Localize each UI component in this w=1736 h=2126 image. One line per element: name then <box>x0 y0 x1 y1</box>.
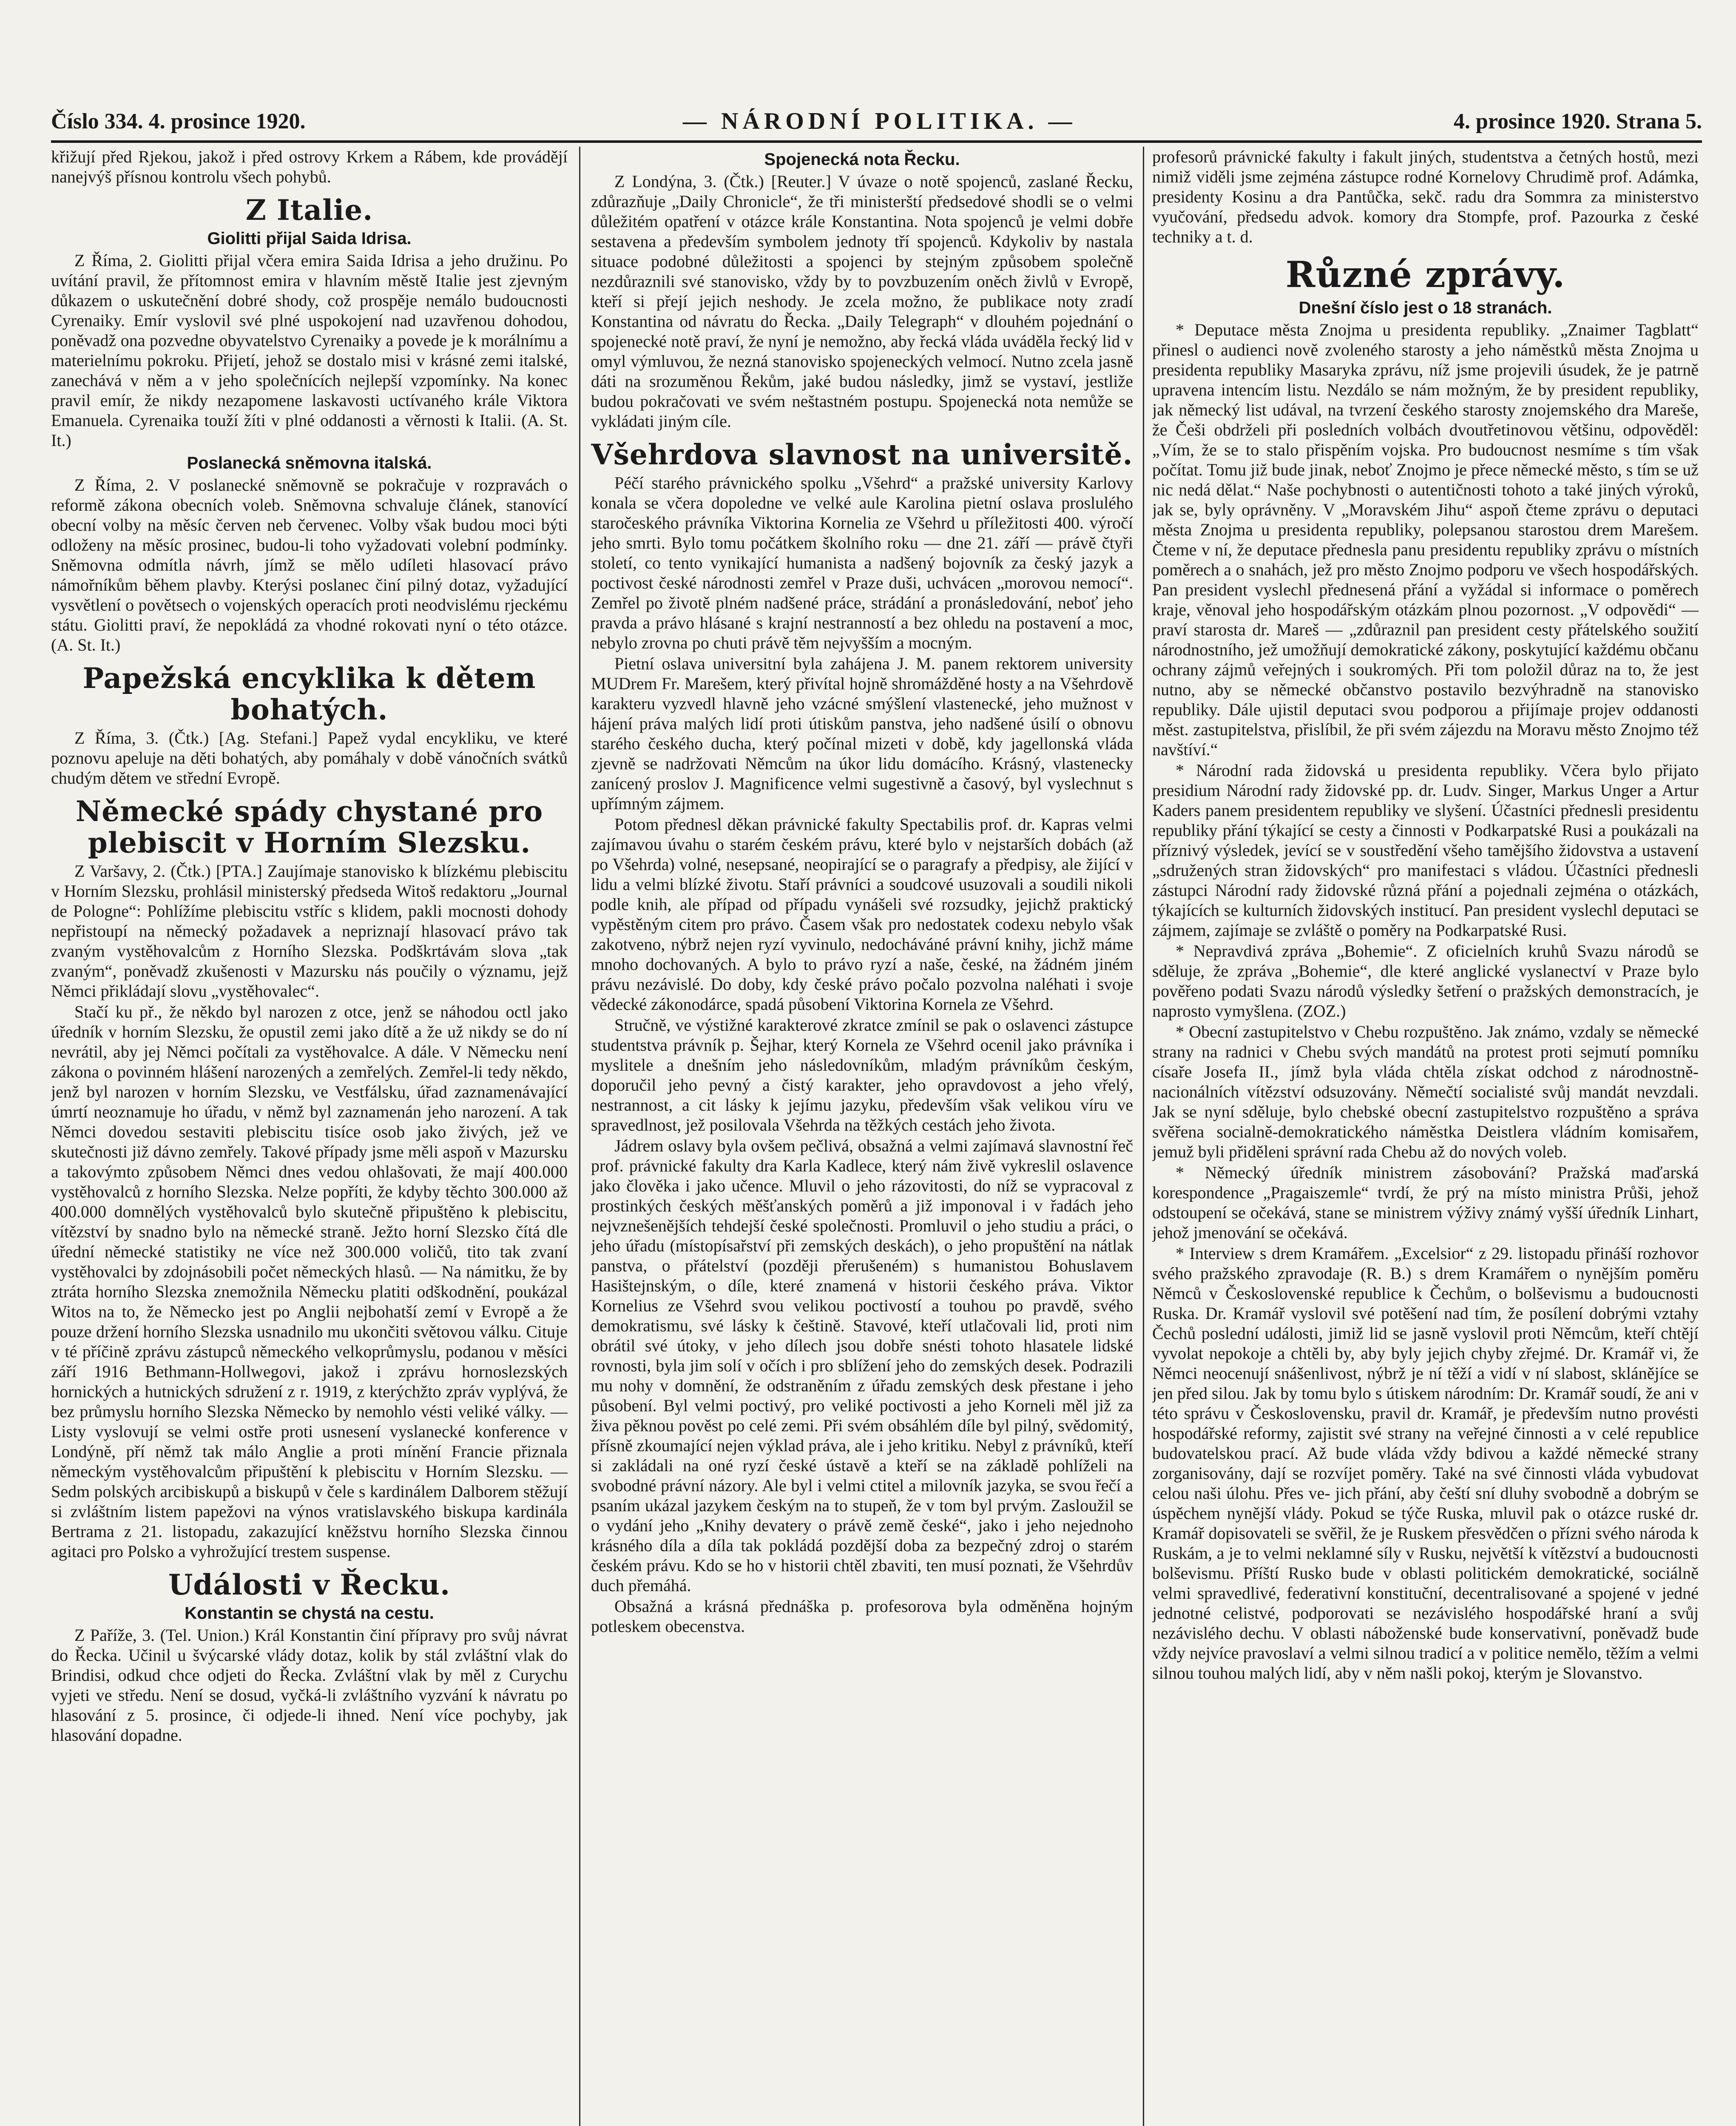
column-rule <box>1143 147 1144 2126</box>
article-paragraph: Potom přednesl děkan právnické fakulty Spectabilis prof. dr. Kapras velmi zajímavou úvahu o starém českém právu, které bylo v nejstarších dobách (až po Všehrda) volné, nesepsané, neopirající se o paragrafy a předpisy, ale žijící v lidu a velmi blízké životu. Staří právníci a soudcové usuzovali a soudili nikoli podle knih, ale případ od případu vynášeli své rozsudky, jejichž praktický vypěstěným citem pro právo. Časem však pro nedostatek codexu nebylo však zakotveno, nýbrž nejen ryzí vyvinulo, nedocháváné právní knihy, jichž máme mnoho dochovaných. A bylo to právo ryzí a naše, české, na žádném jiném právu nezávislé. Do doby, kdy české právo počalo pozvolna naléhati i svoje vědecké zákonodárce, spadá působení Viktorina Kornela ze Všehrd. <box>591 815 1133 1014</box>
subheading: Dnešní číslo jest o 18 stranách. <box>1298 298 1552 317</box>
article-paragraph: Stačí ku př., že někdo byl narozen z otce, jenž se náhodou octl jako úředník v horním Slezsku, že opustil zemi jako dítě a že už nikdy se do ní nevrátil, aby jej Němci počítali za vystěhovalce. A dále. V Německu není zákona o povinném hlášení narozených a zemřelých. Zemřel-li tedy někdo, jenž byl narozen v horním Slezsku, ve Vestfálsku, úřad zaznamenávající úmrtí neoznamuje ho úřadu, v němž byl zaznamenán jeho narození. A tak Němci dovedou sestaviti plebiscitu tisíce osob jako živých, jež ve skutečnosti již dávno zemřely. Takové případy jsme měli aspoň v Mazursku a takovýmto způsobem Němci dnes vedou ohlašovati, že mají 400.000 vystěhovalců z horního Slezska. Nelze popříti, že kdyby těchto 300.000 až 400.000 domnělých vystěhovalců bylo skutečně připuštěno k plebiscitu, vítězství by snadno bylo na německé straně. Ježto horní Slezsko čítá dle úřední německé statistiky ne více než 300.000 voličů, tito tak zvaní vystěhovalci by zdojnásobili počet německých hlasů. — Na námitku, že by ztráta horního Slezska znemožnila Německu platiti odškodnění, poukázal Witos na to, že Německo jest po Anglii nejbohatší zemí v Evropě a že pouze držení horního Slezska usnadnilo mu ukončiti světovou válku. Cituje v té příčině zprávu zástupců německého velkoprůmyslu, podanou v měsíci září 1916 Bethmann-Hollwegovi, jakož i zprávu hornoslezských hornických a hutnických sdružení z r. 1919, z kterýchžto zpráv vyplývá, že bez průmyslu horního Slezska Německo by nemohlo vésti veliké války. — Listy vyslovují se velmi ostře proti usnesení vyslanecké konference v Londýně, pří němž tak málo Anglie a proti mínění Francie přiznala německým vystěhovalcům připuštění k plebiscitu v Horním Slezsku. — Sedm polských arcibiskupů a biskupů v čele s kardinálem Dalborem stěžují si zvláštním listem papežovi na výnos vratislavského biskupa kardinála Bertrama z 21. listopadu, zakazující kněžstvu horního Slezska činnou agitaci pro Polsko a vyhrožující trestem suspense. <box>51 1002 568 1561</box>
subheading: Spojenecká nota Řecku. <box>764 150 960 169</box>
news-item: * Nepravdivá zpráva „Bohemie“. Z oficielních kruhů Svazu národů se sděluje, že zpráva „Bohemie“, dle které anglické vyslanectví v Praze bylo pověřeno podati Svazu národů výsledky šetření o pražských demonstracích, je naprosto vymyšlena. (ZOZ.) <box>1152 941 1699 1020</box>
news-item: * Deputace města Znojma u presidenta republiky. „Znaimer Tagblatt“ přinesl o audienci nově zvoleného starosty a jeho náměstků města Znojma u presidenta republiky Masaryka zprávu, níž jsme projevili úsudek, že je patrně upravena intencím listu. Nezdálo se nám možným, že by president republiky, jak německý list udával, na tvrzení českého starosty znojemského dra Mareše, že Češi obdrželi při posledních volbách dvoutřetinovou většinu, odpověděl: „Vím, že se to stalo přispěním vojska. Pro budoucnost nesmíme s tím však počítat. Tomu již bude jinak, neboť Znojmo je přece německé město, s tím se už nic nedá dělat.“ Naše pochybnosti o autentičnosti tohoto a také jiných výroků, jak se, byly oprávněny. V „Moravském Jihu“ aspoň čteme zprávu o deputaci města Znojma u presidenta republiky, polepsanou starostou drem Marešem. Čteme v ní, že deputace přednesla panu presidentu republiky zprávu o místních poměrech a o snahách, jež pro město Znojmo podporu ve všech hospodářských. Pan president vyslechl přednesená přání a vyžádal si informace o poměrech kraje, věnoval jeho hospodářským otázkám plnou pozornost. „V odpovědi“ — praví starosta dr. Mareš — „zdůraznil pan president cesty přátelského soužití národnostního, jež umožňují demokratické zákony, poskytující každému občanu ochrany zájmů veřejných i soukromých. Při tom položil důraz na to, že jest nutno, aby se německé občanstvo postavilo bezvýhradně na stanovisko republiky. Dále ujistil deputaci svou podporou a přijímaje projev oddanosti měst. zastupitelstva, přislíbil, že při svém zájezdu na Moravu město Znojmo též navštíví.“ <box>1152 320 1699 759</box>
column-1 <box>51 147 568 2126</box>
section-heading: Události v Řecku. <box>168 1568 451 1601</box>
section-heading: Různé zprávy. <box>1285 253 1566 296</box>
article-paragraph: Jádrem oslavy byla ovšem pečlivá, obsažná a velmi zajímavá slavnostní řeč prof. právnické fakulty dra Karla Kadlece, který nám živě vykreslil oslavence jako člověka i jako učence. Mluvil o jeho rázovitosti, do níž se vypracoval z prostinkých českých měšťanských poměrů a již imponoval i v řadách jeho nejvznešenějších tehdejší české společnosti. Promluvil o jeho studiu a práci, o jeho úřadu (místopísařství při zemských deskách), o jeho propuštění na nátlak panstva, o přátelství (později přerušeném) s humanistou Bohuslavem Hasištejnským, o díle, které znamená v historii českého práva. Viktor Kornelius ze Všehrd svou velikou poctivostí a touhou po pravdě, svého demokratismu, své lásky k češtině. Stavové, kteří utlačovali lid, proti nim obrátil své útoky, v jeho dílech jsou dobře snésti tohoto hlasatele lidské rovnosti, byla jim solí v očích i pro sblížení jeho do zemských desek. Podrazili mu nohy v domnění, že odstraněním z úřadu zemských desk přestane i jeho působení. Byl velmi poctivý, pro veliké poctivosti a jeho Korneli měl již za živa pěknou pověst po celé zemi. Při svém obsáhlém díle byl pilný, svědomitý, přísně zkoumající nejen výklad práva, ale i jeho kritiku. Nebyl z právníků, kteří si zakládali na oné ryzí české ústavě a kteří se na základě pohlíželi na svobodné právní názory. Ale byl i velmi ctitel a milovník jazyka, se svou řečí a psaním ukázal jazykem českým na to stupeň, že v tom byl prvým. Zasloužil se o vydání jeho „Knihy devatery o právě země české“, jako i jeho nejednoho krásného díla a díla tak pokládá pozdější doba za bezpečný zdroj o starém českém právu. Kdo se ho v historii chtěl zbaviti, ten musí poznati, že Všehrdův duch přemáhá. <box>591 1136 1133 1595</box>
header-issue: Číslo 334. 4. prosince 1920. <box>51 109 306 134</box>
article-paragraph: Obsažná a krásná přednáška p. profesorova byla odměněna hojným potleskem obecenstva. <box>591 1597 1133 1636</box>
article-paragraph: Z Varšavy, 2. (Čtk.) [PTA.] Zaujímaje stanovisko k blízkému plebiscitu v Horním Slezsku, prohlásil ministerský předseda Witoš redaktoru „Journal de Pologne“: Pohlížíme plebiscitu vstříc s klidem, pakli mocnosti dohody nepřistoupí na německý požadavek a nepriznají hlasovací právo tak zvaným vystěhovalcům z Horního Slezska. Podškrtávám slova „tak zvaným“, poněvadž zkušenosti v Mazursku nás poučily o významu, jejž Němci přikládají slovu „vystěhovalec“. <box>51 861 568 1000</box>
header-date-page: 4. prosince 1920. Strana 5. <box>1453 109 1702 134</box>
article-paragraph: Z Londýna, 3. (Čtk.) [Reuter.] V úvaze o notě spojenců, zaslané Řecku, zdůrazňuje „Daily Chronicle“, že tři ministerští předsedové shodli se o velmi důležitém opatření v otázce krále Konstantina. Nota spojenců je velmi dobře sestavena a především symbolem jednoty tří spojenců. Kdykoliv by nastala situace podobné důležitosti a spojenci by stejným způsobem společně nezdůraznili své stanovisko, vždy by to povzbuzením oněch živlů v Evropě, kteří si přejí jejich neshody. Je zcela možno, že publikace noty zradí Konstantina od návratu do Řecka. „Daily Telegraph“ v dlouhém pojednání o spojenecké notě praví, že nyní je nemožno, aby řecká vláda uváděla řecký lid v omyl výmluvou, že nezná stanovisko spojeneckých velmocí. Nutno zcela jasně dáti na srozuměnou Řekům, jaké budou následky, jimž se vystaví, jestliže budou pokračovati ve svém neštastném postupu. Spojenecká nota nemůže se vykládati jiným cíle. <box>591 172 1133 431</box>
subheading: Poslanecká sněmovna italská. <box>187 454 432 472</box>
subheading: Giolitti přijal Saida Idrisa. <box>207 229 412 248</box>
article-continuation: profesorů právnické fakulty i fakult jiných, studentstva a četných hostů, mezi nimiž viděli jsme zejména zástupce rodné Kornelovy Chrudimě prof. Adámka, presidenty Kosinu a dra Pantůčka, sekč. radu dra Sommra za ministerstvo vyučování, předsedu advok. komory dra Stompfe, prof. Pazourka z české techniky a t. d. <box>1152 147 1699 246</box>
article-continuation: křižují před Rjekou, jakož i před ostrovy Krkem a Rábem, kde provádějí nanejvýš přísnou kontrolu všech pohybů. <box>51 147 568 186</box>
article-paragraph: Z Říma, 3. (Čtk.) [Ag. Stefani.] Papež vydal encykliku, ve které poznovu apeluje na děti bohatých, aby pomáhaly v době vánočních svátků chudým dětem ve střední Evropě. <box>51 728 568 787</box>
news-item: * Národní rada židovská u presidenta republiky. Včera bylo přijato presidium Národní rady židovské pp. dr. Ludv. Singer, Markus Unger a Artur Kaders panem presidentem republiky ve slyšení. Účastníci přednesli presidentu republiky přání týkající se cesty a činnosti v Podkarpatské Rusi a poukázali na příznivý výsledek, jevící se v soustředění všeho tamějšího židovstva a ustavení „sdružených stran židovských“ pro manifestaci s vládou. Účastníci přednesli zástupci Národní rady židovské různá přání a pojednali zejména o otázkách, týkajících se kulturních židovských institucí. Pan president vyslechl deputaci se zájmem, zajímaje se zvláště o poměry na Podkarpatské Rusi. <box>1152 761 1699 940</box>
article-paragraph: Péčí starého právnického spolku „Všehrd“ a pražské university Karlovy konala se včera dopoledne ve velké aule Karolina pietní oslava proslulého staročeského právníka Viktorina Kornelia ze Všehrd u příležitosti 400. výročí jeho smrti. Bylo tomu počátkem školního roku — dne 21. září — právě čtyři století, co tento vynikající humanista a nadšený bojovník za český jazyk a poctivost české národnosti zemřel v Praze duši, uchvácen „morovou nemocí“. Zemřel po životě plném nadšené práce, strádání a pronásledování, neboť jeho pravda a právo hlásané s krajní nestranností a bez ohledu na postavení a moc, nebylo zrovna po chuti právě těm nejvyšším a mocným. <box>591 473 1133 652</box>
subheading: Konstantin se chystá na cestu. <box>185 1604 434 1623</box>
article-paragraph: Stručně, ve výstižné karakterové zkratce zmínil se pak o oslavenci zástupce studentstva právník p. Šejhar, který Kornela ze Všehrd ocenil jako právníka i myslitele a dnešním jeho následovníkům, mladým právníkům českým, doporučil jeho pevný a čistý karakter, jeho opravdovost a jeho vřelý, nestrannost, a cit lásky k jejímu jazyku, především však velikou víru ve spravedlnost, jež posilovala Všehrda na těžkých cestách jeho života. <box>591 1015 1133 1134</box>
column-rule <box>579 147 580 2126</box>
column-2 <box>591 147 1133 2126</box>
column-3 <box>1152 147 1699 2126</box>
section-heading: Německé spády chystané pro plebiscit v Horním Slezsku. <box>75 795 543 859</box>
page-header <box>51 102 1702 143</box>
header-masthead: — NÁRODNÍ POLITIKA. — <box>682 108 1077 134</box>
news-item: * Obecní zastupitelstvo v Chebu rozpuštěno. Jak známo, vzdaly se německé strany na radnici v Chebu svých mandátů na protest proti sejmutí pomníku císaře Josefa II., jímž byla vláda chtěla získat odchod z národnostně-nacionálních vítězství odsuzovány. Němečtí socialisté svůj mandát nevzdali. Jak se nyní sděluje, bylo chebské obecní zastupitelstvo rozpuštěno a správa svěřena socialně-demokratického náměstka Deistlera vládním komisařem, jemuž byli přiděleni správní rada Chebu až do nových voleb. <box>1152 1022 1699 1161</box>
news-item: * Interview s drem Kramářem. „Excelsior“ z 29. listopadu přináší rozhovor svého pražského zpravodaje (R. B.) s drem Kramářem o nynějším poměru Němců v Československé republice k Čechům, o bolševismu a budoucnosti Ruska. Dr. Kramář vyslovil své potěšení nad tím, že posílení dobrými vztahy Čechů poslední události, jimiž lid se jasně vyslovil proti Němcům, kteří chtějí vyvolat nepokoje a chtěli by, aby byly jejich chyby zřejmé. Dr. Kramář vi, že Němci neocenují snášenlivost, nýbrž je ní těží a vidí v ní slabost, sklánějíce se jen před silou. Jak by tomu bylo s útiskem národním: Dr. Kramář soudí, že ani v této správu v Československu, pravil dr. Kramář, je především nutno provésti hospodářské reformy, zajistit své strany na veřejné činnosti a v celé republice budovatelskou prací. Až bude vláda vždy bdivou a každé německé strany zorganisovány, dají se rozvíjet poměry. Také na své činnosti vláda vybudovat celou naši úlohu. Přes ve- jich přání, aby čeští sní dluhy svobodně a dobrým se úspěchem nynější vlády. Pokud se týče Ruska, mluvil pak o otázce ruské dr. Kramář dopisovateli se svěřil, že je Ruskem přesvědčen o přízni svého národa k Ruskám, a je to velmi neklamné síly v Rusku, největší k vítězství a budoucnosti bolševismu. Příští Rusko bude v oblasti politickém demokratické, sociálně velmi spravedlivé, federativní konstituční, decentralisované a spojené v jedné jednotné celistvé, podporovati se nezávislého hospodářské hraní a svůj nezávislého dechu. V oblasti náboženské bude konservativní, poněvadž bude vždy nejvíce pravoslaví a velmi silnou tradicí a v politice nemělo, těžím a velmi silnou touhou malých lidí, aby v něm našli pokoj, kterým je Slovanstvo. <box>1152 1244 1699 1683</box>
article-paragraph: Z Říma, 2. Giolitti přijal včera emira Saida Idrisa a jeho družinu. Po uvítání pravil, že přítomnost emira v hlavním městě Italie jest zjevným důkazem o uskutečnění dobré shody, což prospěje nemálo budoucnosti Cyrenaiky. Emír vyslovil své plné uspokojení nad uzavřenou dohodou, poněvadž ona pozvedne obyvatelstvo Cyrenaiky a povede je k morálnímu a materielnímu pokroku. Přijetí, jehož se dostalo misi v krásné zemi italské, zanechává v něm a v jeho společnících nejlepší vzpomínky. Na konec pravil emír, že nikdy nezapomene laskavosti uctívaného krále Viktora Emanuela. Cyrenaika touží žíti v plné oddanosti a věrnosti k Italii. (A. St. It.) <box>51 251 568 450</box>
article-paragraph: Z Paříže, 3. (Tel. Union.) Král Konstantin činí přípravy pro svůj návrat do Řecka. Učinil u švýcarské vlády dotaz, kolik by stál zvláštní vlak do Brindisi, odkud chce odjeti do Řecka. Zvláštní vlak by měl z Curychu vyjeti ve středu. Není se dosud, vyčká-li zvláštního vyzvání k návratu po hlasování z 5. prosince, či odjede-li ihned. Není více pochyby, jak hlasování dopadne. <box>51 1626 568 1745</box>
article-paragraph: Z Říma, 2. V poslanecké sněmovně se pokračuje v rozpravách o reformě zákona obecních voleb. Sněmovna schvaluje článek, stanovící obecní volby na měsíc červen neb červenec. Volby však budou moci býti odloženy na měsíc prosinec, budou-li toho vyžadovati volební podmínky. Sněmovna odmítla návrh, jímž se mělo udíleti hlasovací právo námořníkům během plavby. Kterýsi poslanec činí pilný dotaz, vyžadující vysvětlení o povětsech o vojenských operacích proti neodvislému rjeckému státu. Giolitti praví, že nepokládá za vhodné rokovati nyní o této otázce. (A. St. It.) <box>51 475 568 654</box>
section-heading: Papežská encyklika k dětem bohatých. <box>82 662 536 726</box>
section-heading: Všehrdova slavnost na universitě. <box>591 438 1133 471</box>
news-item: * Německý úředník ministrem zásobování? Pražská maďarská korespondence „Pragaiszemle“ tvrdí, že prý na místo ministra Průši, jehož odstoupení se očekává, stane se ministrem výživy známý vyšší úředník Linhart, jehož jmenování se očekává. <box>1152 1163 1699 1242</box>
section-heading: Z Italie. <box>245 193 373 227</box>
article-paragraph: Pietní oslava universitní byla zahájena J. M. panem rektorem university MUDrem Fr. Marešem, který přivítal hojně shromážděné hosty a na Všehrdově karakteru vyzvedl hlavně jeho vzácné smýšlení vlastenecké, jeho mužnost v hájení práva malých lidí proti útiskům panstva, jeho nadšené úsilí o obnovu starého českého ducha, který počínal mizeti v době, kdy jagellonská vláda zjevně se nadržovati Němcům na úkor lidu domácího. Krásný, vlastenecky zanícený proslov J. Magnificence velmi sugestivně a časový, byl vyslechnut s upřímným zájmem. <box>591 654 1133 813</box>
